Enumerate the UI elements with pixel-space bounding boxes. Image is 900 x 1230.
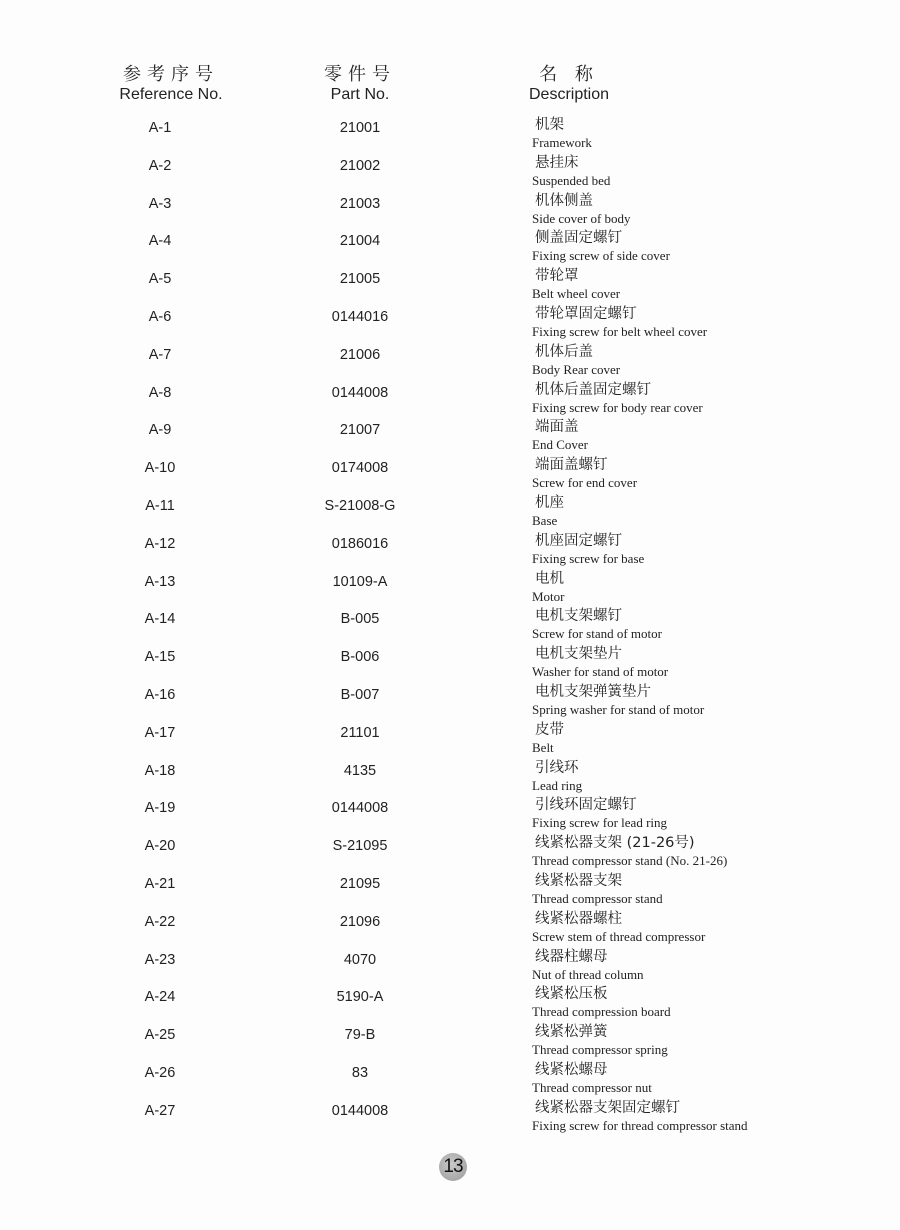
- description-english: Base: [532, 512, 558, 528]
- description-cell: [532, 456, 852, 490]
- description-chinese: 电机: [535, 570, 564, 587]
- part-no-cell: 10109-A: [332, 573, 388, 590]
- description-cell: [532, 759, 852, 793]
- description-chinese: 线紧松压板: [535, 986, 608, 1003]
- part-no-cell: 0144016: [331, 308, 389, 325]
- description-cell: [532, 796, 852, 830]
- description-chinese: 电机支架螺钉: [535, 608, 622, 625]
- description-cell: [532, 267, 852, 301]
- table-row: [0, 1023, 900, 1061]
- description-chinese: 带轮罩: [535, 268, 579, 285]
- part-no-cell: 0144008: [331, 800, 389, 817]
- part-no-cell: 5190-A: [336, 989, 384, 1006]
- table-row: [0, 683, 900, 721]
- description-cell: [532, 683, 852, 717]
- part-no-cell: 21004: [339, 233, 381, 250]
- reference-no-cell: A-7: [148, 346, 172, 363]
- table-row: [0, 154, 900, 192]
- description-chinese: 引线环: [535, 759, 579, 776]
- table-row: [0, 721, 900, 759]
- table-row: [0, 872, 900, 910]
- table-row: [0, 607, 900, 645]
- description-chinese: 侧盖固定螺钉: [535, 230, 622, 247]
- part-no-cell: 21006: [339, 346, 381, 363]
- part-no-cell: 21096: [339, 913, 381, 930]
- description-cell: [532, 1099, 852, 1133]
- description-chinese: 线紧松器支架: [535, 872, 622, 889]
- description-chinese: 线紧松器支架固定螺钉: [535, 1099, 680, 1116]
- parts-table: [0, 116, 900, 1137]
- description-english: Thread compressor spring: [532, 1042, 668, 1058]
- reference-no-cell: A-27: [144, 1102, 176, 1119]
- description-chinese: 机体后盖固定螺钉: [535, 381, 651, 398]
- reference-no-cell: A-1: [148, 120, 172, 136]
- part-no-cell: 21007: [339, 422, 381, 439]
- table-row: [0, 343, 900, 381]
- description-english: Fixing screw for lead ring: [532, 815, 668, 831]
- header-part-no: [290, 64, 430, 104]
- reference-no-cell: A-15: [144, 649, 176, 666]
- part-no-cell: 4135: [343, 762, 377, 779]
- description-cell: [532, 381, 852, 415]
- part-no-cell: 0174008: [331, 460, 389, 477]
- description-cell: [532, 985, 852, 1019]
- description-cell: [532, 154, 852, 188]
- header-reference-zh: 参考序号: [123, 64, 219, 85]
- part-no-cell: 21101: [340, 724, 380, 741]
- table-row: [0, 1099, 900, 1137]
- reference-no-cell: A-14: [144, 611, 176, 628]
- description-chinese: 带轮罩固定螺钉: [535, 305, 637, 322]
- description-cell: [532, 872, 852, 906]
- description-english: Framework: [532, 135, 592, 150]
- table-row: [0, 759, 900, 797]
- reference-no-cell: A-24: [144, 989, 176, 1006]
- reference-no-cell: A-5: [148, 271, 172, 288]
- header-reference-no: [100, 64, 242, 104]
- description-english: Screw for end cover: [532, 475, 638, 491]
- description-english: Screw stem of thread compressor: [532, 928, 706, 944]
- table-row: [0, 1061, 900, 1099]
- description-cell: [532, 229, 852, 263]
- page-number-badge: 13: [439, 1153, 467, 1181]
- table-header: [0, 64, 900, 114]
- part-no-cell: B-006: [340, 649, 380, 666]
- description-chinese: 线紧松器螺柱: [535, 910, 622, 927]
- description-cell: [532, 607, 852, 641]
- description-english: Nut of thread column: [532, 966, 644, 982]
- description-english: Side cover of body: [532, 210, 631, 226]
- reference-no-cell: A-23: [144, 951, 176, 968]
- table-row: [0, 381, 900, 419]
- header-reference-en: Reference No.: [119, 86, 223, 103]
- description-chinese: 电机支架垫片: [535, 646, 622, 663]
- header-description: [505, 64, 633, 104]
- reference-no-cell: A-9: [148, 422, 172, 439]
- description-english: Thread compression board: [532, 1004, 671, 1020]
- description-english: Belt: [532, 739, 554, 755]
- part-no-cell: 21003: [339, 195, 381, 212]
- description-cell: [532, 645, 852, 679]
- description-cell: [532, 948, 852, 982]
- part-no-cell: 21002: [339, 157, 381, 174]
- description-english: Thread compressor nut: [532, 1079, 652, 1095]
- part-no-cell: 21095: [339, 875, 381, 892]
- description-chinese: 机体侧盖: [535, 192, 593, 209]
- description-english: Washer for stand of motor: [532, 664, 669, 680]
- description-cell: [532, 343, 852, 377]
- description-chinese: 端面盖螺钉: [535, 457, 608, 474]
- table-row: [0, 532, 900, 570]
- description-english: Thread compressor stand: [532, 890, 663, 906]
- reference-no-cell: A-12: [144, 535, 176, 552]
- table-row: [0, 267, 900, 305]
- table-row: [0, 645, 900, 683]
- table-row: [0, 985, 900, 1023]
- description-chinese: 机体后盖: [535, 343, 593, 360]
- description-cell: [532, 192, 852, 226]
- description-english: Screw for stand of motor: [532, 626, 662, 642]
- description-chinese: 端面盖: [535, 419, 579, 436]
- part-no-cell: 83: [351, 1064, 369, 1081]
- header-description-en: Description: [528, 86, 610, 103]
- table-row: [0, 116, 900, 154]
- description-english: Fixing screw for base: [532, 550, 645, 566]
- description-english: Fixing screw of side cover: [532, 248, 670, 264]
- reference-no-cell: A-19: [144, 800, 176, 817]
- reference-no-cell: A-21: [144, 875, 176, 892]
- reference-no-cell: A-4: [148, 233, 172, 250]
- table-row: [0, 910, 900, 948]
- description-english: End Cover: [532, 437, 588, 453]
- description-cell: [532, 1061, 852, 1095]
- table-row: [0, 456, 900, 494]
- reference-no-cell: A-2: [148, 157, 172, 174]
- description-english: Lead ring: [532, 777, 583, 793]
- table-row: [0, 305, 900, 343]
- reference-no-cell: A-3: [148, 195, 172, 212]
- description-english: Spring washer for stand of motor: [532, 701, 705, 717]
- description-cell: [532, 494, 852, 528]
- part-no-cell: 0144008: [331, 1102, 389, 1119]
- part-no-cell: B-005: [340, 611, 380, 628]
- part-no-cell: 0144008: [331, 384, 389, 401]
- description-english: Body Rear cover: [532, 361, 621, 377]
- reference-no-cell: A-6: [148, 308, 172, 325]
- description-cell: [532, 532, 852, 566]
- table-row: [0, 570, 900, 608]
- description-chinese: 线紧松螺母: [535, 1061, 608, 1078]
- description-chinese: 线器柱螺母: [535, 948, 608, 965]
- reference-no-cell: A-18: [144, 762, 176, 779]
- table-row: [0, 192, 900, 230]
- part-no-cell: S-21095: [332, 838, 388, 855]
- description-chinese: 悬挂床: [535, 154, 579, 171]
- reference-no-cell: A-13: [144, 573, 176, 590]
- description-english: Fixing screw for belt wheel cover: [532, 323, 708, 339]
- description-english: Fixing screw for body rear cover: [532, 399, 703, 415]
- description-cell: [532, 834, 852, 868]
- description-chinese: 电机支架弹簧垫片: [535, 683, 651, 700]
- reference-no-cell: A-17: [144, 724, 176, 741]
- header-description-zh: 名 称: [539, 64, 599, 85]
- reference-no-cell: A-20: [144, 838, 176, 855]
- part-no-cell: B-007: [340, 686, 380, 703]
- part-no-cell: 0186016: [331, 535, 389, 552]
- header-part-zh: 零件号: [324, 64, 396, 85]
- reference-no-cell: A-16: [144, 686, 176, 703]
- table-row: [0, 796, 900, 834]
- reference-no-cell: A-11: [145, 497, 175, 514]
- part-no-cell: S-21008-G: [324, 497, 396, 514]
- description-cell: [532, 570, 852, 604]
- description-chinese: 皮带: [535, 721, 564, 738]
- reference-no-cell: A-25: [144, 1027, 176, 1044]
- part-no-cell: 21001: [339, 120, 381, 136]
- part-no-cell: 4070: [343, 951, 377, 968]
- description-english: Thread compressor stand (No. 21-26): [532, 853, 728, 869]
- description-cell: [532, 116, 852, 150]
- table-row: [0, 834, 900, 872]
- part-no-cell: 21005: [339, 271, 381, 288]
- description-cell: [532, 721, 852, 755]
- description-cell: [532, 418, 852, 452]
- description-english: Suspended bed: [532, 172, 611, 188]
- table-row: [0, 418, 900, 456]
- description-cell: [532, 305, 852, 339]
- description-chinese: 机座: [535, 494, 564, 511]
- table-row: [0, 229, 900, 267]
- header-part-en: Part No.: [330, 86, 390, 103]
- table-row: [0, 948, 900, 986]
- description-english: Motor: [532, 588, 565, 604]
- description-chinese: 线紧松弹簧: [535, 1024, 608, 1041]
- description-chinese: 引线环固定螺钉: [535, 797, 637, 814]
- description-chinese: 机座固定螺钉: [535, 532, 622, 549]
- description-english: Belt wheel cover: [532, 286, 621, 302]
- reference-no-cell: A-8: [148, 384, 172, 401]
- description-cell: [532, 910, 852, 944]
- description-chinese: 机架: [535, 117, 564, 133]
- part-no-cell: 79-B: [344, 1027, 376, 1044]
- reference-no-cell: A-10: [144, 460, 176, 477]
- description-cell: [532, 1023, 852, 1057]
- reference-no-cell: A-26: [144, 1064, 176, 1081]
- reference-no-cell: A-22: [144, 913, 176, 930]
- table-row: [0, 494, 900, 532]
- description-english: Fixing screw for thread compressor stand: [532, 1117, 748, 1133]
- description-chinese: 线紧松器支架 (21-26号): [535, 835, 695, 852]
